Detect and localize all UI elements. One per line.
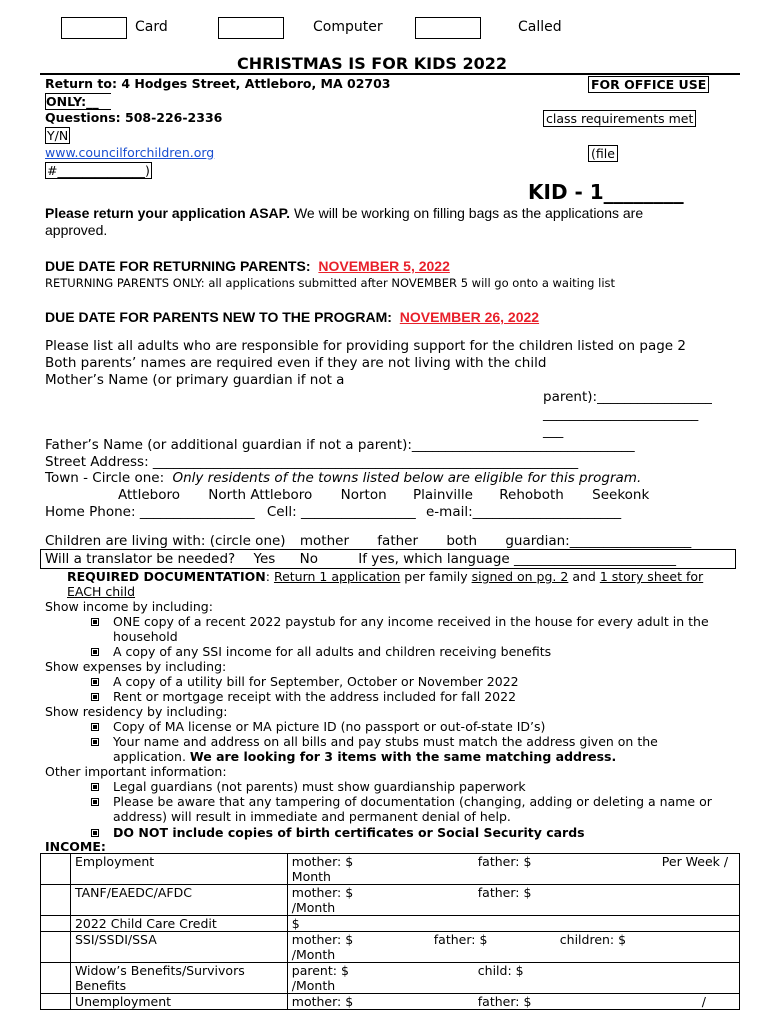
town-note: Only residents of the towns listed below are eligible for this program. [172, 470, 642, 486]
table-cell [41, 885, 71, 916]
town-options [118, 487, 649, 503]
return-address: 4 Hodges Street, Attleboro, MA 02703 [121, 76, 391, 91]
ssi-children[interactable]: children: $ [559, 932, 627, 947]
expense-item-2: Rent or mortgage receipt with the address included for fall 2022 [113, 689, 517, 704]
questions [45, 110, 222, 125]
computer-checkbox[interactable] [218, 17, 284, 39]
table-cell [41, 932, 71, 963]
translator-no[interactable]: No [299, 551, 318, 567]
tanf-mother[interactable]: mother: $ [291, 885, 354, 900]
table-cell [41, 916, 71, 932]
translator-language-field[interactable]: If yes, which language ________________________ [358, 551, 676, 567]
other-item-1: Legal guardians (not parents) must show guardianship paperwork [113, 779, 526, 794]
bullet-icon [91, 783, 99, 791]
employment-month: Month [291, 869, 331, 884]
living-with-label: Children are living with: (circle one) [45, 533, 286, 549]
unemployment-mother[interactable]: mother: $ [291, 994, 354, 1009]
employment-mother[interactable]: mother: $ [291, 854, 354, 869]
living-mother[interactable]: mother [299, 533, 349, 549]
income-type-unemployment: Unemployment [70, 994, 287, 1010]
income-widow-amounts[interactable] [287, 963, 739, 994]
income-tanf-amounts[interactable] [287, 885, 739, 916]
questions-label: Questions: [45, 110, 121, 125]
widow-parent[interactable]: parent: $ [291, 963, 349, 978]
kid-number: KID - 1________ [528, 180, 684, 204]
residency-item-1: Copy of MA license or MA picture ID (no passport or out-of-state ID’s) [113, 719, 546, 734]
town-norton[interactable]: Norton [340, 487, 387, 503]
residency-heading: Show residency by including: [45, 704, 228, 719]
due-returning-label: DUE DATE FOR RETURNING PARENTS: [45, 258, 311, 274]
employment-father[interactable]: father: $ [477, 854, 532, 869]
income-type-child-care: 2022 Child Care Credit [70, 916, 287, 932]
required-colon: : [265, 569, 274, 584]
phone-row [45, 504, 621, 520]
living-with-row [45, 533, 691, 549]
adults-line2: Both parents’ names are required even if they are not living with the child [45, 355, 547, 371]
table-row [41, 854, 740, 885]
required-story-sheet: 1 story sheet for [599, 569, 704, 584]
expense-item-1: A copy of a utility bill for September, October or November 2022 [113, 674, 519, 689]
return-to-label: Return to: [45, 76, 117, 91]
residency-three-items: We are looking for 3 items with the same matching address. [189, 749, 617, 764]
town-plainville[interactable]: Plainville [412, 487, 473, 503]
email-field[interactable]: e-mail:______________________ [426, 504, 622, 520]
adults-line1: Please list all adults who are responsible for providing support for the children listed on page 2 [45, 338, 686, 354]
bullet-icon [91, 723, 99, 731]
ssi-mother[interactable]: mother: $ [291, 932, 354, 947]
income-type-employment: Employment [70, 854, 287, 885]
home-phone-field[interactable]: Home Phone: _________________ [45, 504, 255, 520]
table-cell [41, 854, 71, 885]
bullet-icon [91, 829, 99, 837]
widow-month: /Month [291, 978, 336, 993]
mother-name-label: Mother’s Name (or primary guardian if not a [45, 372, 345, 388]
table-cell [41, 963, 71, 994]
street-address-field[interactable]: Street Address: _______________________________________________________________ [45, 454, 579, 470]
office-use-label: FOR OFFICE USE [588, 76, 709, 93]
bullet-icon [91, 738, 99, 746]
income-ssi-amounts[interactable] [287, 932, 739, 963]
income-table [40, 853, 740, 1010]
due-new-date: NOVEMBER 26, 2022 [399, 309, 540, 325]
table-row [41, 885, 740, 916]
required-one-app: Return 1 application [273, 569, 401, 584]
cell-phone-field[interactable]: Cell: _________________ [266, 504, 416, 520]
bullet-icon [91, 618, 99, 626]
income-employment-amounts[interactable] [287, 854, 739, 885]
income-child-care-amount[interactable]: $ [287, 916, 739, 932]
file-label: (file [588, 145, 618, 162]
ssi-month: /Month [291, 947, 336, 962]
return-to [45, 76, 391, 91]
required-and: and [568, 569, 600, 584]
income-unemployment-amounts[interactable] [287, 994, 739, 1010]
required-docs [67, 569, 703, 584]
page-title: CHRISTMAS IS FOR KIDS 2022 [237, 54, 507, 73]
town-rehoboth[interactable]: Rehoboth [499, 487, 564, 503]
residency-item-2: Your name and address on all bills and pay stubs must match the address given on the [113, 734, 658, 749]
computer-label: Computer [313, 19, 383, 35]
card-checkbox[interactable] [61, 17, 127, 39]
required-signed: signed on pg. 2 [471, 569, 569, 584]
translator-yes[interactable]: Yes [253, 551, 276, 567]
other-item-3: DO NOT include copies of birth certificates or Social Security cards [113, 825, 585, 840]
income-heading: Show income by including: [45, 599, 213, 614]
widow-label-2: Benefits [74, 978, 127, 993]
residency-item-2-cont [113, 749, 616, 764]
income-item-1: ONE copy of a recent 2022 paystub for any income received in the house for every adult in the [113, 614, 709, 629]
employment-period: Per Week / [661, 854, 729, 869]
bullet-icon [91, 678, 99, 686]
card-label: Card [135, 19, 168, 35]
translator-question: Will a translator be needed? [45, 551, 236, 567]
income-type-tanf: TANF/EAEDC/AFDC [70, 885, 287, 916]
intro-rest: We will be working on filling bags as the applications are [290, 205, 644, 221]
title-rule [40, 73, 740, 75]
due-new-label: DUE DATE FOR PARENTS NEW TO THE PROGRAM: [45, 309, 392, 325]
widow-child[interactable]: child: $ [477, 963, 524, 978]
town-row [45, 470, 641, 486]
town-attleboro[interactable]: Attleboro [118, 487, 180, 503]
table-cell [41, 994, 71, 1010]
living-father[interactable]: father [377, 533, 419, 549]
income-type-ssi: SSI/SSDI/SSA [70, 932, 287, 963]
town-label: Town - Circle one: [45, 470, 165, 486]
other-heading: Other important information: [45, 764, 227, 779]
required-per-family: per family [400, 569, 472, 584]
expenses-heading: Show expenses by including: [45, 659, 227, 674]
returning-note: RETURNING PARENTS ONLY: all applications submitted after NOVEMBER 5 will go onto a waiting list [45, 276, 616, 290]
living-both[interactable]: both [446, 533, 478, 549]
required-each-child: EACH child [67, 584, 136, 599]
town-seekonk[interactable]: Seekonk [592, 487, 650, 503]
called-label: Called [518, 19, 562, 35]
mother-name-field-2[interactable]: _______________________ [543, 406, 699, 422]
income-item-2: A copy of any SSI income for all adults and children receiving benefits [113, 644, 552, 659]
due-returning-date: NOVEMBER 5, 2022 [318, 258, 450, 274]
called-checkbox[interactable] [415, 17, 481, 39]
income-label: INCOME: [45, 839, 106, 854]
table-row [41, 994, 740, 1010]
income-type-widow [70, 963, 287, 994]
bullet-icon [91, 798, 99, 806]
due-returning [45, 258, 450, 274]
living-guardian[interactable]: guardian:__________________ [505, 533, 692, 549]
due-new [45, 309, 539, 325]
yn-label: Y/N [47, 128, 69, 143]
mother-name-field[interactable]: parent):_________________ [543, 389, 712, 405]
office-only-label: ONLY:__ [45, 93, 111, 110]
website-link[interactable]: www.councilforchildren.org [45, 145, 215, 160]
unemployment-period: / [701, 994, 706, 1009]
table-row [41, 916, 740, 932]
ssi-father[interactable]: father: $ [433, 932, 488, 947]
father-name-field[interactable]: Father’s Name (or additional guardian if not a parent):_________________________________ [45, 437, 635, 453]
translator-row [40, 549, 736, 569]
other-item-2-cont: address) will result in immediate and permanent denial of help. [113, 809, 511, 824]
residency-application: application. [113, 749, 190, 764]
intro-line2: approved. [45, 222, 108, 238]
mother-name-field-3[interactable]: ___ [543, 423, 564, 439]
class-requirements-box: class requirements met [543, 110, 696, 127]
other-item-2: Please be aware that any tampering of documentation (changing, adding or deleting a name or [113, 794, 712, 809]
questions-phone: 508-226-2336 [125, 110, 223, 125]
intro-text [45, 205, 643, 221]
tanf-month: /Month [291, 900, 336, 915]
required-docs-label: REQUIRED DOCUMENTATION [67, 569, 266, 584]
table-row [41, 963, 740, 994]
file-number: #______________) [47, 163, 150, 178]
town-north-attleboro[interactable]: North Attleboro [208, 487, 313, 503]
bullet-icon [91, 693, 99, 701]
widow-label: Widow’s Benefits/Survivors [74, 963, 245, 978]
income-item-1-cont: household [113, 629, 178, 644]
tanf-father[interactable]: father: $ [477, 885, 532, 900]
intro-bold: Please return your application ASAP. [45, 205, 291, 221]
unemployment-father[interactable]: father: $ [477, 994, 532, 1009]
bullet-icon [91, 648, 99, 656]
table-row [41, 932, 740, 963]
